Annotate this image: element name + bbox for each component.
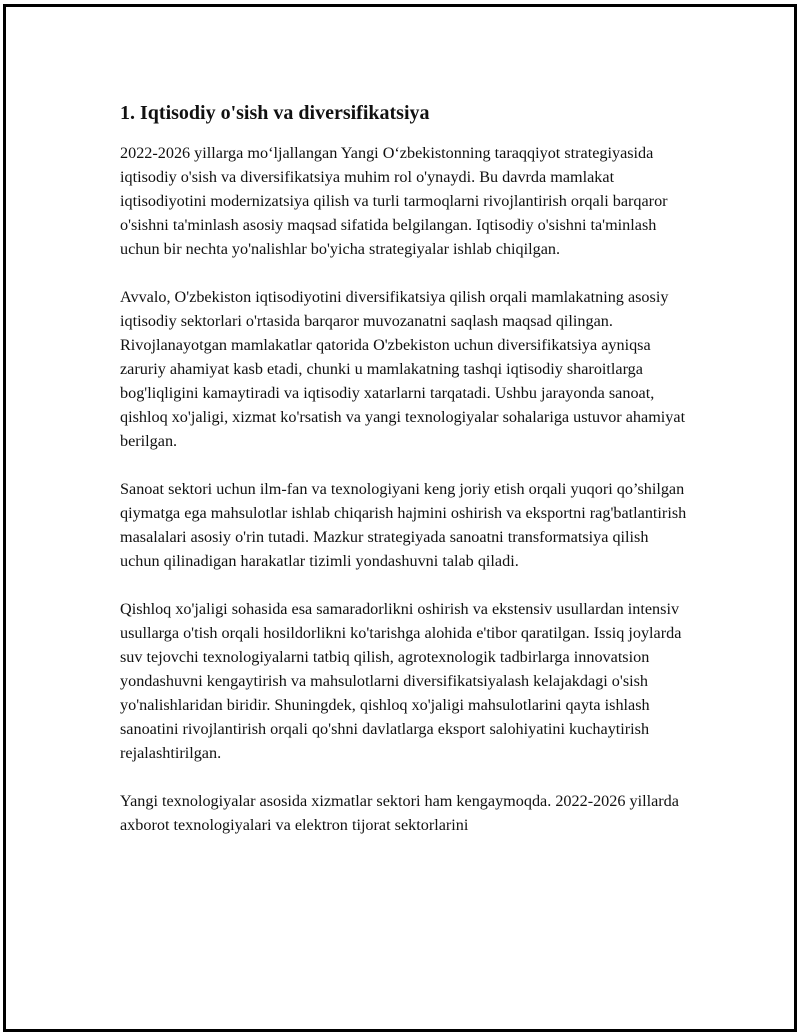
paragraph: Sanoat sektori uchun ilm-fan va texnologiyani keng joriy etish orqali yuqori qo’shilgan qiymatga ega mahsulotlar ishlab chiqarish hajmini oshirish va eksportni rag'batlantirish masalalari asosiy o'rin tutadi. Mazkur strategiyada sanoatni transformatsiya qilish uchun qilinadigan harakatlar tizimli yondashuvni talab qiladi. bbox=[120, 480, 687, 570]
paragraph: 2022-2026 yillarga moʻljallangan Yangi Oʻzbekistonning taraqqiyot strategiyasida iqtisodiy o'sish va diversifikatsiya muhim rol o'ynaydi. Bu davrda mamlakat iqtisodiyotini modernizatsiya qilish va turli tarmoqlarni rivojlantirish orqali barqaror o'sishni ta'minlash asosiy maqsad sifatida belgilangan. Iqtisodiy o'sishni ta'minlash uchun bir nechta yo'nalishlar bo'yicha strategiyalar ishlab chiqilgan. bbox=[120, 144, 668, 258]
paragraph: Avvalo, O'zbekiston iqtisodiyotini diversifikatsiya qilish orqali mamlakatning asosiy iqtisodiy sektorlari o'rtasida barqaror muvozanatni saqlash maqsad qilingan. Rivojlanayotgan mamlakatlar qatorida O'zbekiston uchun diversifikatsiya ayniqsa zaruriy ahamiyat kasb etadi, chunki u mamlakatning tashqi iqtisodiy sharoitlarga bog'liqligini kamaytiradi va iqtisodiy xatarlarni tarqatadi. Ushbu jarayonda sanoat, qishloq xo'jaligi, xizmat ko'rsatish va yangi texnologiyalar sohalariga ustuvor ahamiyat berilgan. bbox=[120, 288, 686, 450]
page-frame bbox=[3, 4, 797, 1032]
paragraph: Yangi texnologiyalar asosida xizmatlar sektori ham kengaymoqda. 2022-2026 yillarda axborot texnologiyalari va elektron tijorat sektorlarini bbox=[120, 792, 679, 834]
section-title: 1. Iqtisodiy o'sish va diversifikatsiya bbox=[120, 102, 430, 124]
paragraph: Qishloq xo'jaligi sohasida esa samaradorlikni oshirish va ekstensiv usullardan intensiv usullarga o'tish orqali hosildorlikni ko'tarishga alohida e'tibor qaratilgan. Issiq joylarda suv tejovchi texnologiyalarni tatbiq qilish, agrotexnologik tadbirlarga innovatsion yondashuvni kengaytirish va mahsulotlarni diversifikatsiyalash kelajakdagi o'sish yo'nalishlaridan biridir. Shuningdek, qishloq xo'jaligi mahsulotlarini qayta ishlash sanoatini rivojlantirish orqali qo'shni davlatlarga eksport salohiyatini kuchaytirish rejalashtirilgan. bbox=[120, 600, 682, 762]
document-body bbox=[120, 99, 690, 861]
